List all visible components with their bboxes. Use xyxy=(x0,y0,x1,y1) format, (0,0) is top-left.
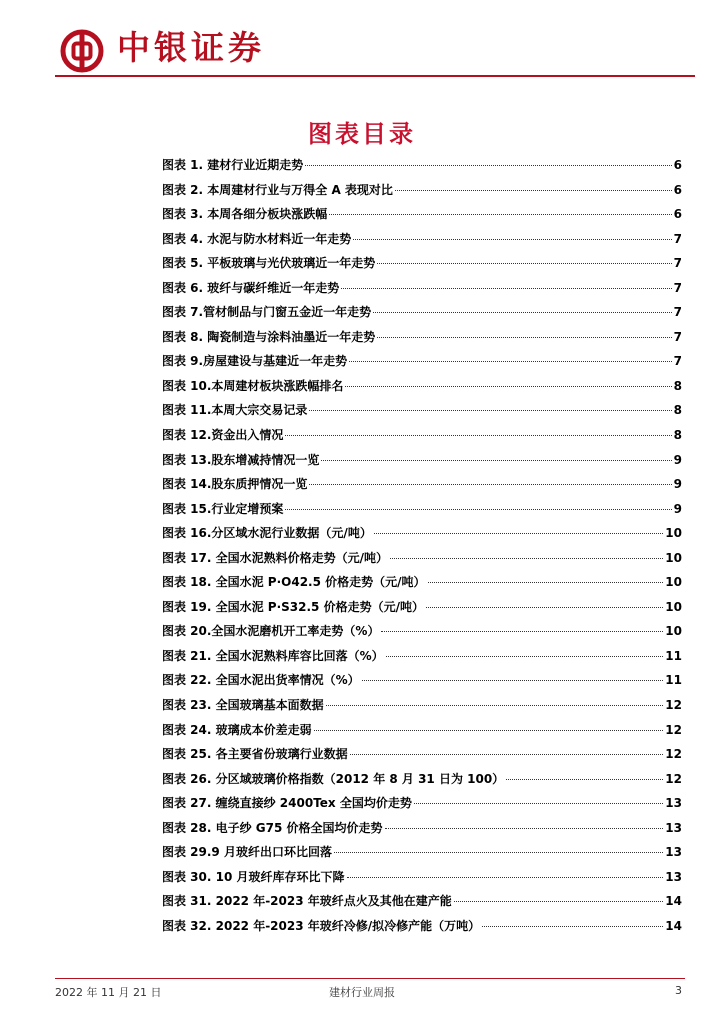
toc-entry-label: 图表 12.资金出入情况 xyxy=(162,428,284,443)
toc-entry[interactable] xyxy=(162,573,682,598)
toc-entry-label: 图表 24. 玻璃成本价差走弱 xyxy=(162,722,312,737)
toc-leader-dots xyxy=(482,926,663,927)
toc-entry[interactable] xyxy=(162,352,682,377)
toc-entry[interactable] xyxy=(162,205,682,230)
toc-entry[interactable] xyxy=(162,794,682,819)
toc-entry-page: 12 xyxy=(665,747,682,762)
toc-entry[interactable] xyxy=(162,524,682,549)
toc-entry-page: 10 xyxy=(665,550,682,565)
toc-entry-page: 10 xyxy=(665,575,682,590)
toc-entry[interactable] xyxy=(162,279,682,304)
toc-entry[interactable] xyxy=(162,254,682,279)
toc-leader-dots xyxy=(347,877,664,878)
toc-leader-dots xyxy=(285,509,671,510)
toc-entry-label: 图表 7.管材制品与门窗五金近一年走势 xyxy=(162,305,372,320)
toc-leader-dots xyxy=(374,533,663,534)
toc-leader-dots xyxy=(285,435,671,436)
toc-entry-label: 图表 10.本周建材板块涨跌幅排名 xyxy=(162,378,344,393)
toc-entry-label: 图表 1. 建材行业近期走势 xyxy=(162,158,304,172)
toc-leader-dots xyxy=(426,607,663,608)
toc-entry-page: 10 xyxy=(665,599,682,614)
toc-entry-label: 图表 8. 陶瓷制造与涂料油墨近一年走势 xyxy=(162,329,376,344)
table-of-figures xyxy=(162,156,682,942)
brand-name: 中银证券 xyxy=(117,28,265,67)
toc-entry-page: 9 xyxy=(673,452,682,467)
toc-entry-page: 6 xyxy=(673,158,682,172)
toc-entry[interactable] xyxy=(162,819,682,844)
toc-entry-label: 图表 9.房屋建设与基建近一年走势 xyxy=(162,354,348,369)
toc-leader-dots xyxy=(309,484,671,485)
toc-entry[interactable] xyxy=(162,549,682,574)
toc-entry-page: 12 xyxy=(665,722,682,737)
toc-entry-label: 图表 17. 全国水泥熟料价格走势（元/吨） xyxy=(162,550,388,565)
toc-entry-page: 7 xyxy=(673,329,682,344)
toc-entry-label: 图表 28. 电子纱 G75 价格全国均价走势 xyxy=(162,820,383,835)
toc-entry[interactable] xyxy=(162,671,682,696)
toc-entry[interactable] xyxy=(162,892,682,917)
footer-report-name: 建材行业周报 xyxy=(329,986,395,999)
toc-entry-label: 图表 27. 缠绕直接纱 2400Tex 全国均价走势 xyxy=(162,796,412,811)
toc-entry-label: 图表 6. 玻纤与碳纤维近一年走势 xyxy=(162,280,340,295)
footer-page-number: 3 xyxy=(675,984,682,997)
toc-entry-label: 图表 4. 水泥与防水材料近一年走势 xyxy=(162,231,352,246)
toc-leader-dots xyxy=(326,705,664,706)
toc-entry-label: 图表 30. 10 月玻纤库存环比下降 xyxy=(162,869,345,884)
toc-entry-page: 12 xyxy=(665,698,682,713)
footer-date: 2022 年 11 月 21 日 xyxy=(55,986,162,999)
toc-leader-dots xyxy=(506,779,663,780)
toc-leader-dots xyxy=(381,631,663,632)
toc-entry[interactable] xyxy=(162,377,682,402)
toc-entry[interactable] xyxy=(162,230,682,255)
toc-entry-page: 6 xyxy=(673,207,682,222)
toc-entry-label: 图表 21. 全国水泥熟料库容比回落（%） xyxy=(162,648,384,663)
toc-entry-page: 9 xyxy=(673,477,682,492)
toc-entry[interactable] xyxy=(162,745,682,770)
toc-entry-page: 14 xyxy=(665,918,682,933)
page-header xyxy=(55,22,695,72)
toc-entry-page: 7 xyxy=(673,256,682,271)
toc-leader-dots xyxy=(454,901,664,902)
toc-entry[interactable] xyxy=(162,328,682,353)
toc-entry-page: 8 xyxy=(673,428,682,443)
toc-entry-label: 图表 5. 平板玻璃与光伏玻璃近一年走势 xyxy=(162,256,376,271)
toc-entry-label: 图表 29.9 月玻纤出口环比回落 xyxy=(162,845,332,860)
toc-entry-page: 7 xyxy=(673,231,682,246)
toc-leader-dots xyxy=(350,754,664,755)
footer-divider xyxy=(55,978,685,979)
toc-entry-page: 10 xyxy=(665,526,682,541)
toc-entry[interactable] xyxy=(162,696,682,721)
toc-entry[interactable] xyxy=(162,475,682,500)
toc-leader-dots xyxy=(353,239,671,240)
toc-entry[interactable] xyxy=(162,770,682,795)
toc-entry[interactable] xyxy=(162,868,682,893)
toc-entry[interactable] xyxy=(162,721,682,746)
toc-leader-dots xyxy=(377,337,671,338)
toc-title: 图表目录 xyxy=(308,119,416,148)
toc-entry-label: 图表 31. 2022 年-2023 年玻纤点火及其他在建产能 xyxy=(162,894,452,909)
toc-entry-page: 11 xyxy=(665,648,682,663)
toc-entry-label: 图表 15.行业定增预案 xyxy=(162,501,284,516)
header-divider xyxy=(55,75,695,77)
toc-leader-dots xyxy=(428,582,664,583)
toc-entry-label: 图表 25. 各主要省份玻璃行业数据 xyxy=(162,747,348,762)
bank-of-china-logo-icon xyxy=(59,28,105,74)
toc-entry[interactable] xyxy=(162,426,682,451)
toc-entry-page: 7 xyxy=(673,280,682,295)
toc-entry-page: 8 xyxy=(673,403,682,418)
toc-entry-page: 14 xyxy=(665,894,682,909)
toc-entry[interactable] xyxy=(162,917,682,942)
toc-leader-dots xyxy=(385,828,664,829)
toc-entry[interactable] xyxy=(162,181,682,206)
toc-entry-label: 图表 23. 全国玻璃基本面数据 xyxy=(162,698,324,713)
toc-leader-dots xyxy=(329,214,671,215)
toc-entry-page: 10 xyxy=(665,624,682,639)
toc-entry-label: 图表 2. 本周建材行业与万得全 A 表现对比 xyxy=(162,182,393,197)
toc-entry[interactable] xyxy=(162,598,682,623)
toc-entry[interactable] xyxy=(162,156,682,181)
toc-leader-dots xyxy=(334,852,663,853)
toc-entry[interactable] xyxy=(162,622,682,647)
toc-leader-dots xyxy=(309,410,671,411)
toc-leader-dots xyxy=(377,263,671,264)
toc-entry-label: 图表 13.股东增减持情况一览 xyxy=(162,452,320,467)
toc-entry-page: 11 xyxy=(665,673,682,688)
toc-entry-label: 图表 18. 全国水泥 P·O42.5 价格走势（元/吨） xyxy=(162,575,426,590)
toc-entry-page: 12 xyxy=(665,771,682,786)
toc-leader-dots xyxy=(305,165,671,166)
toc-leader-dots xyxy=(341,288,671,289)
toc-entry-page: 8 xyxy=(673,378,682,393)
toc-leader-dots xyxy=(390,558,663,559)
toc-entry-label: 图表 22. 全国水泥出货率情况（%） xyxy=(162,673,360,688)
toc-entry[interactable] xyxy=(162,647,682,672)
toc-entry-label: 图表 26. 分区域玻璃价格指数（2012 年 8 月 31 日为 100） xyxy=(162,771,505,786)
toc-leader-dots xyxy=(349,361,672,362)
toc-entry-label: 图表 14.股东质押情况一览 xyxy=(162,477,308,492)
toc-entry-page: 9 xyxy=(673,501,682,516)
toc-entry[interactable] xyxy=(162,843,682,868)
toc-entry-page: 13 xyxy=(665,845,682,860)
toc-entry-label: 图表 20.全国水泥磨机开工率走势（%） xyxy=(162,624,380,639)
toc-leader-dots xyxy=(373,312,672,313)
toc-leader-dots xyxy=(395,190,672,191)
toc-entry-label: 图表 11.本周大宗交易记录 xyxy=(162,403,308,418)
toc-entry[interactable] xyxy=(162,500,682,525)
toc-entry-label: 图表 16.分区域水泥行业数据（元/吨） xyxy=(162,526,372,541)
toc-leader-dots xyxy=(414,803,663,804)
toc-leader-dots xyxy=(386,656,664,657)
toc-entry-page: 7 xyxy=(673,354,682,369)
toc-entry[interactable] xyxy=(162,401,682,426)
toc-leader-dots xyxy=(362,680,664,681)
toc-entry-page: 13 xyxy=(665,820,682,835)
toc-entry-page: 6 xyxy=(673,182,682,197)
toc-entry-label: 图表 3. 本周各细分板块涨跌幅 xyxy=(162,207,328,222)
toc-leader-dots xyxy=(314,730,664,731)
toc-entry[interactable] xyxy=(162,451,682,476)
toc-leader-dots xyxy=(345,386,671,387)
toc-entry-label: 图表 32. 2022 年-2023 年玻纤冷修/拟冷修产能（万吨） xyxy=(162,918,481,933)
toc-entry[interactable] xyxy=(162,303,682,328)
toc-entry-label: 图表 19. 全国水泥 P·S32.5 价格走势（元/吨） xyxy=(162,599,424,614)
toc-entry-page: 13 xyxy=(665,796,682,811)
toc-entry-page: 7 xyxy=(673,305,682,320)
toc-leader-dots xyxy=(321,460,671,461)
toc-entry-page: 13 xyxy=(665,869,682,884)
